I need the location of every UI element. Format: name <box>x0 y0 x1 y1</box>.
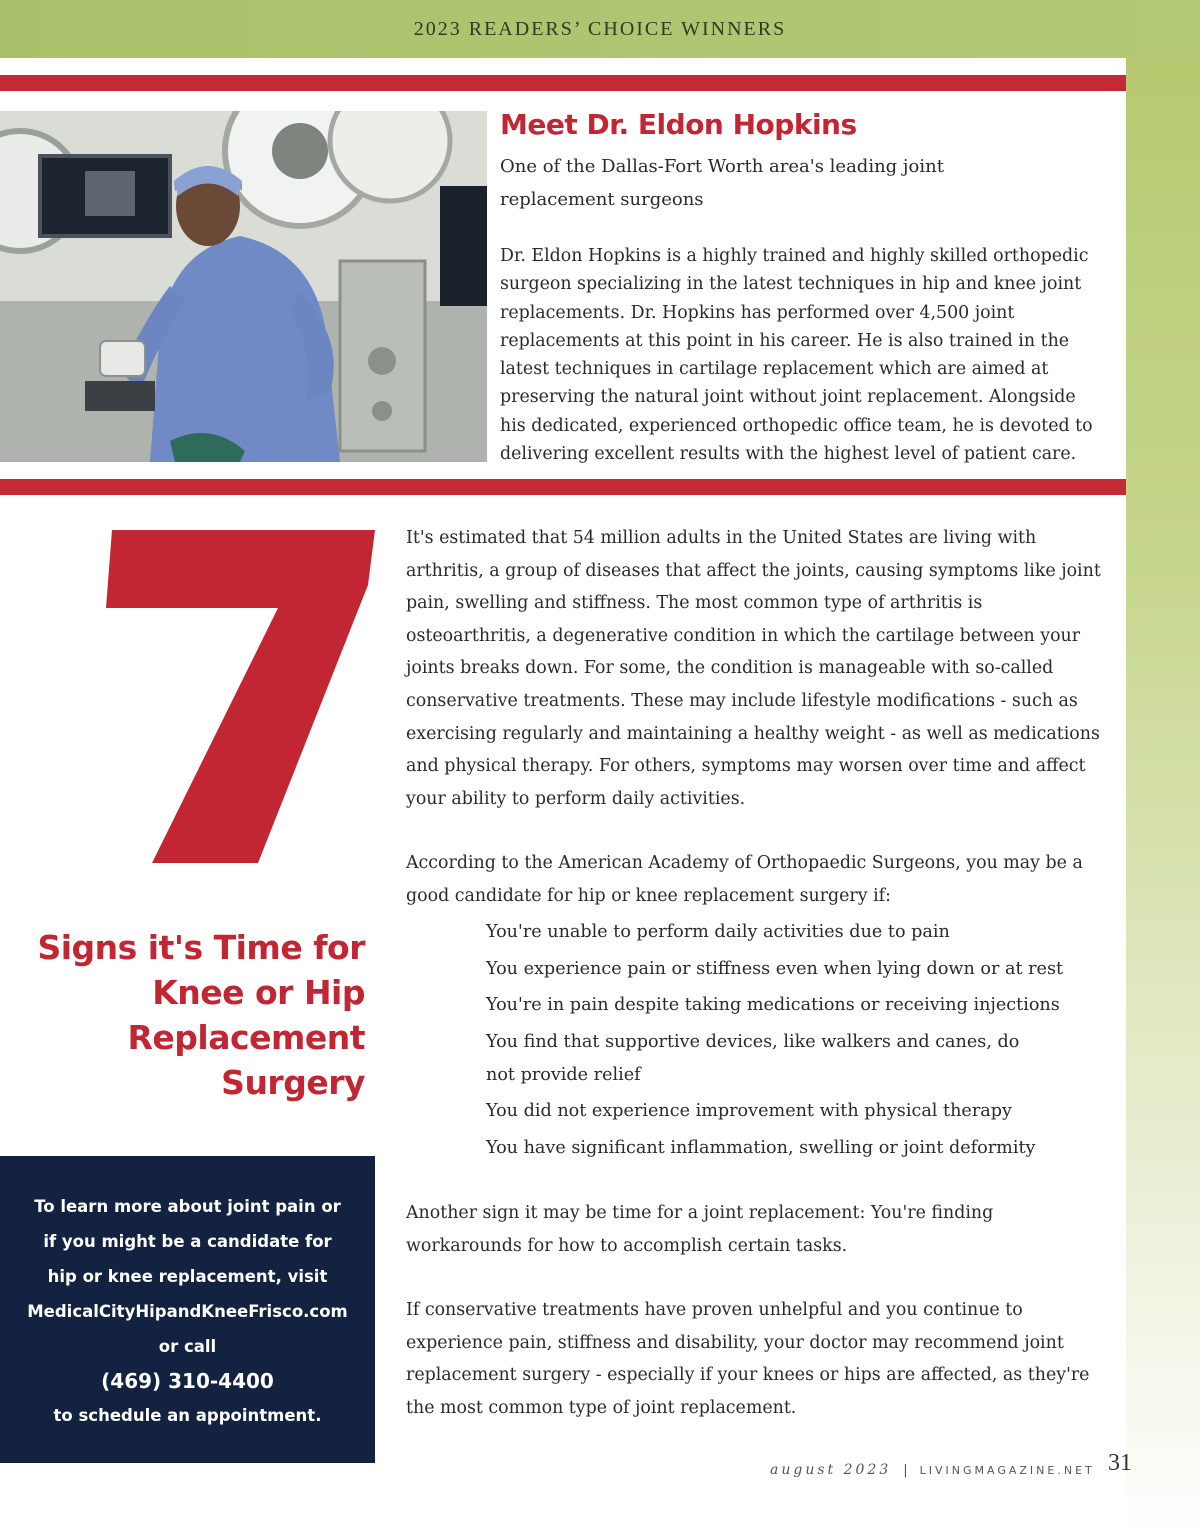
feature-title-text: Signs it's Time for Knee or Hip Replacement Surgery <box>37 928 365 1102</box>
list-item: You have significant inflammation, swelling or joint deformity <box>486 1137 1036 1158</box>
red-rule-bottom <box>0 479 1126 495</box>
cta-or-call: or call <box>158 1337 217 1356</box>
feature-title <box>0 925 365 1105</box>
list-item: You experience pain or stiffness even when lying down or at rest <box>486 958 1064 979</box>
page-number: 31 <box>1108 1450 1132 1476</box>
cta-line-2: if you might be a candidate for <box>43 1232 332 1251</box>
footer-separator: | <box>903 1462 908 1478</box>
decorative-side-strip <box>1126 58 1200 1538</box>
section-banner <box>0 0 1200 58</box>
cta-line-3: hip or knee replacement, visit <box>47 1267 328 1286</box>
cta-phone-link[interactable]: (469) 310-4400 <box>101 1369 274 1393</box>
doctor-photo <box>0 111 487 462</box>
cta-website-link[interactable]: MedicalCityHipandKneeFrisco.com <box>27 1302 348 1321</box>
article-paragraph-4: If conservative treatments have proven unhelpful and you continue to experience pain, stiffness and disability, your doctor may recommend joint replacement surgery - especially if your knees or hips are affected, as they're the most common type of joint replacement. <box>406 1300 1090 1418</box>
article-paragraph-2: According to the American Academy of Orthopaedic Surgeons, you may be a good candidate for hip or knee replacement surgery if: <box>406 853 1083 906</box>
profile-body: Dr. Eldon Hopkins is a highly trained and highly skilled orthopedic surgeon specializing in the latest techniques in hip and knee joint replacements. Dr. Hopkins has performed over 4,500 joint replacements at this point in his career. He is also trained in the latest techniques in cartilage replacement which are aimed at preserving the natural joint without joint replacement. Alongside his dedicated, experienced orthopedic office team, he is devoted to delivering excellent results with the highest level of patient care. <box>500 246 1093 465</box>
list-item: You're unable to perform daily activities due to pain <box>486 922 950 942</box>
footer-month: august 2023 <box>770 1462 892 1478</box>
banner-title: 2023 READERS’ CHOICE WINNERS <box>413 17 787 40</box>
list-item: You're in pain despite taking medications or receiving injections <box>486 995 1060 1016</box>
footer <box>770 1455 1095 1485</box>
article-paragraph-1: It's estimated that 54 million adults in the United States are living with arthritis, a group of diseases that affect the joints, causing symptoms like joint pain, swelling and stiffness. The most common type of arthritis is osteoarthritis, a degenerative condition in which the cartilage between your joints breaks down. For some, the condition is manageable with so-called conservative treatments. These may include lifestyle modifications - such as exercising regularly and maintaining a healthy weight - as well as medications and physical therapy. For others, symptoms may worsen over time and affect your ability to perform daily activities. <box>406 528 1101 809</box>
cta-line-1: To learn more about joint pain or <box>34 1197 341 1216</box>
cta-box <box>0 1156 375 1463</box>
profile-subtitle: One of the Dallas-Fort Worth area's leading joint replacement surgeons <box>500 156 944 210</box>
red-rule-top <box>0 75 1126 91</box>
article-paragraph-3: Another sign it may be time for a joint replacement: You're finding workarounds for how to accomplish certain tasks. <box>406 1203 994 1256</box>
signs-list <box>486 916 1106 1169</box>
profile-title: Meet Dr. Eldon Hopkins <box>500 108 857 141</box>
footer-site-link[interactable]: LIVINGMAGAZINE.NET <box>919 1463 1095 1477</box>
list-item: You did not experience improvement with physical therapy <box>486 1101 1012 1122</box>
big-number-seven <box>90 500 390 900</box>
cta-closing: to schedule an appointment. <box>53 1406 322 1425</box>
list-item: You find that supportive devices, like walkers and canes, do not provide relief <box>486 1031 1020 1085</box>
